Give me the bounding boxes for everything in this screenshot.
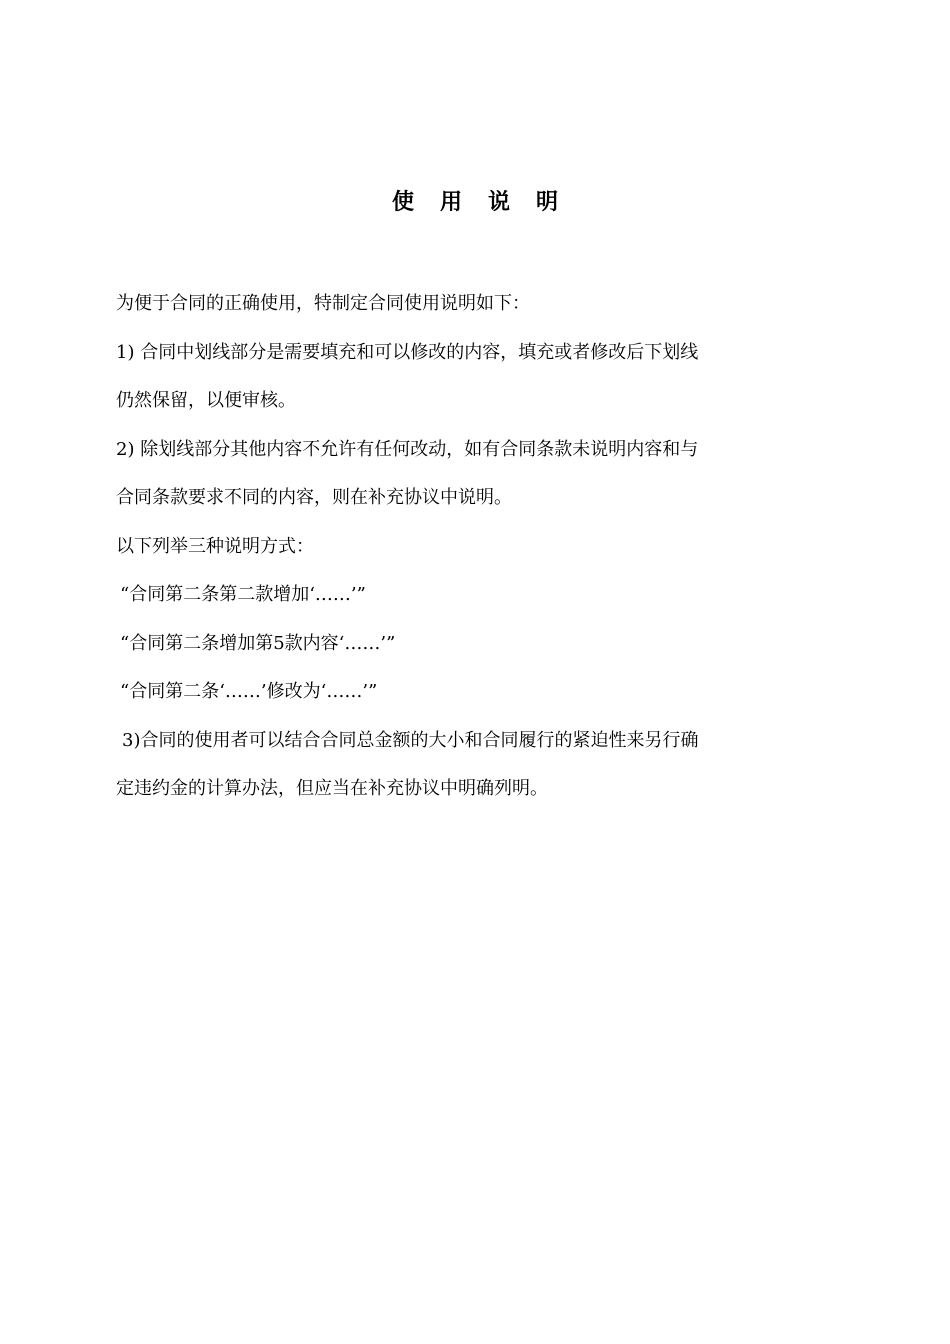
- item-1-line-1: 1) 合同中划线部分是需要填充和可以修改的内容，填充或者修改后下划线: [116, 341, 699, 363]
- example-2: “合同第二条增加第5款内容‘……’”: [120, 632, 396, 654]
- item-2-line-2: 合同条款要求不同的内容，则在补充协议中说明。: [116, 487, 512, 508]
- item-1-line-2: 仍然保留，以便审核。: [116, 390, 296, 411]
- item-3-line-2: 定违约金的计算办法，但应当在补充协议中明确列明。: [116, 778, 548, 799]
- example-3: “合同第二条‘……’修改为‘……’”: [120, 681, 378, 702]
- item-2-line-1: 2) 除划线部分其他内容不允许有任何改动，如有合同条款未说明内容和与: [116, 438, 699, 460]
- item-3-line-1: 3)合同的使用者可以结合合同总金额的大小和合同履行的紧迫性来另行确: [122, 729, 699, 751]
- example-1: “合同第二条第二款增加‘……’”: [120, 584, 366, 605]
- examples-intro: 以下列举三种说明方式：: [116, 535, 314, 557]
- document-body: [116, 280, 856, 814]
- intro-line: 为便于合同的正确使用，特制定合同使用说明如下：: [116, 293, 530, 314]
- page-title: 使用说明: [391, 189, 584, 215]
